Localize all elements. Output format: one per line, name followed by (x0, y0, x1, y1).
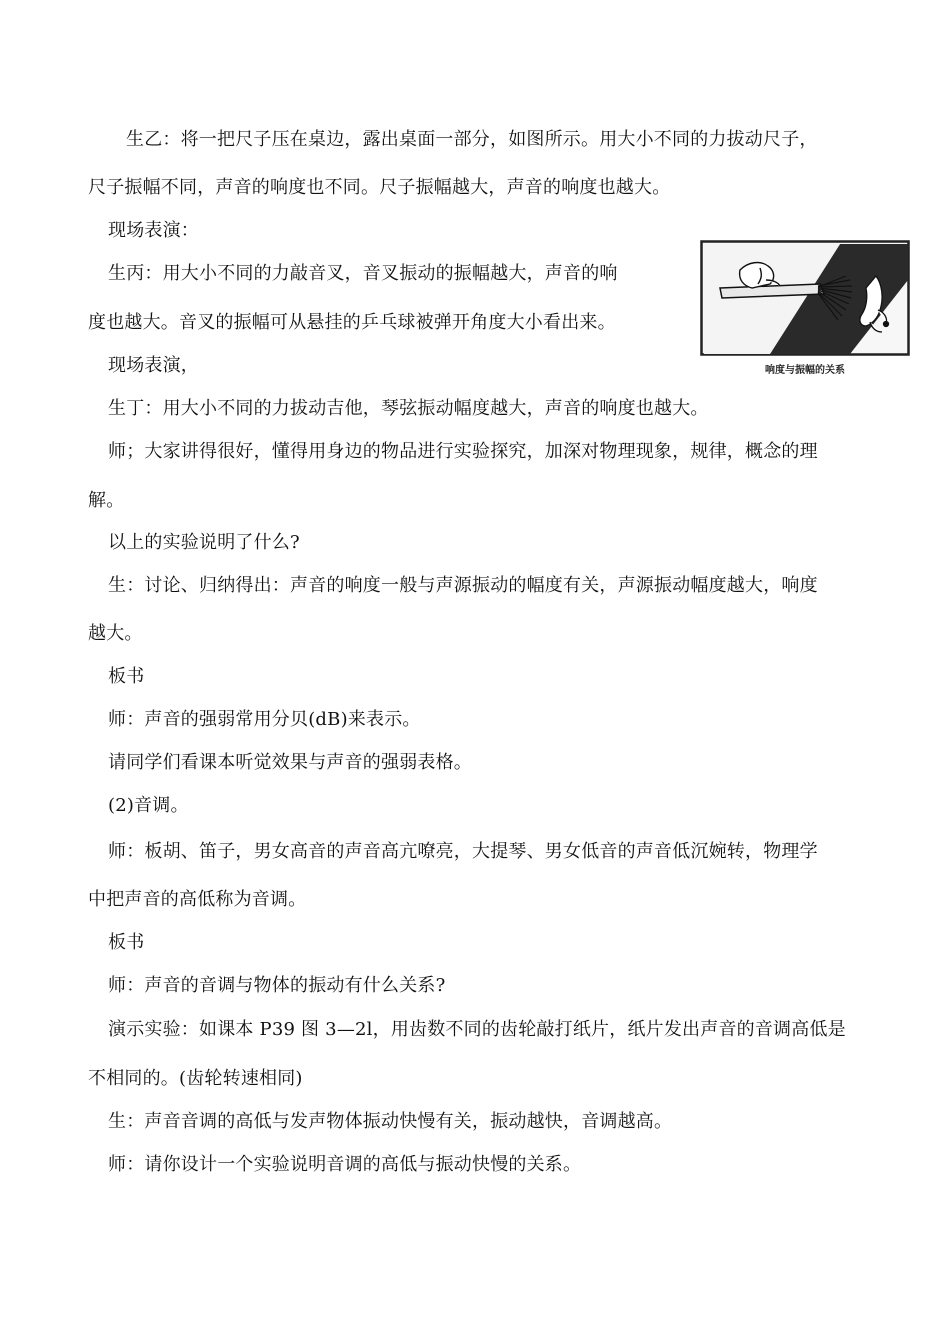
figure-caption: 响度与振幅的关系 (765, 365, 845, 376)
paragraph-line: 师：声音的强弱常用分贝(dB)来表示。 (108, 709, 421, 730)
paragraph-line: 生乙：将一把尺子压在桌边，露出桌面一部分，如图所示。用大小不同的力拔动尺子， (126, 129, 818, 150)
paragraph-line: 生丙：用大小不同的力敲音叉，音叉振动的振幅越大，声音的响 (108, 263, 618, 284)
paragraph-line: 解。 (88, 490, 125, 511)
paragraph-line: 现场表演， (108, 355, 199, 376)
paragraph-line: 师：请你设计一个实验说明音调的高低与振动快慢的关系。 (108, 1154, 582, 1175)
paragraph-line: 以上的实验说明了什么? (108, 532, 300, 553)
paragraph-line: 越大。 (88, 623, 143, 644)
paragraph-line: 板书 (108, 932, 145, 953)
paragraph-line: 生：讨论、归纳得出：声音的响度一般与声源振动的幅度有关，声源振动幅度越大，响度 (108, 575, 818, 596)
paragraph-line: 请同学们看课本听觉效果与声音的强弱表格。 (108, 752, 472, 773)
paragraph-line: 现场表演： (108, 220, 199, 241)
paragraph-line: 不相同的。(齿轮转速相同) (88, 1068, 303, 1089)
paragraph-line: 师；大家讲得很好，懂得用身边的物品进行实验探究，加深对物理现象，规律，概念的理 (108, 441, 818, 462)
paragraph-line: 尺子振幅不同，声音的响度也不同。尺子振幅越大，声音的响度也越大。 (88, 177, 671, 198)
paragraph-line: 中把声音的高低称为音调。 (88, 889, 307, 910)
paragraph-line: 演示实验：如课本 P39 图 3—2l，用齿数不同的齿轮敲打纸片，纸片发出声音的音调高低是 (108, 1019, 846, 1040)
ruler-vibration-figure (700, 240, 910, 385)
paragraph-line: 师：板胡、笛子，男女高音的声音高亢嘹亮，大提琴、男女低音的声音低沉婉转，物理学 (108, 841, 818, 862)
paragraph-line: 师：声音的音调与物体的振动有什么关系? (108, 975, 446, 996)
paragraph-line: 度也越大。音叉的振幅可从悬挂的乒乓球被弹开角度大小看出来。 (88, 312, 616, 333)
paragraph-line: 生丁：用大小不同的力拔动吉他，琴弦振动幅度越大，声音的响度也越大。 (108, 398, 709, 419)
ruler-illustration (700, 240, 910, 358)
paragraph-line: 生：声音音调的高低与发声物体振动快慢有关，振动越快，音调越高。 (108, 1111, 673, 1132)
paragraph-line: 板书 (108, 666, 145, 687)
paragraph-line: (2)音调。 (108, 795, 189, 816)
